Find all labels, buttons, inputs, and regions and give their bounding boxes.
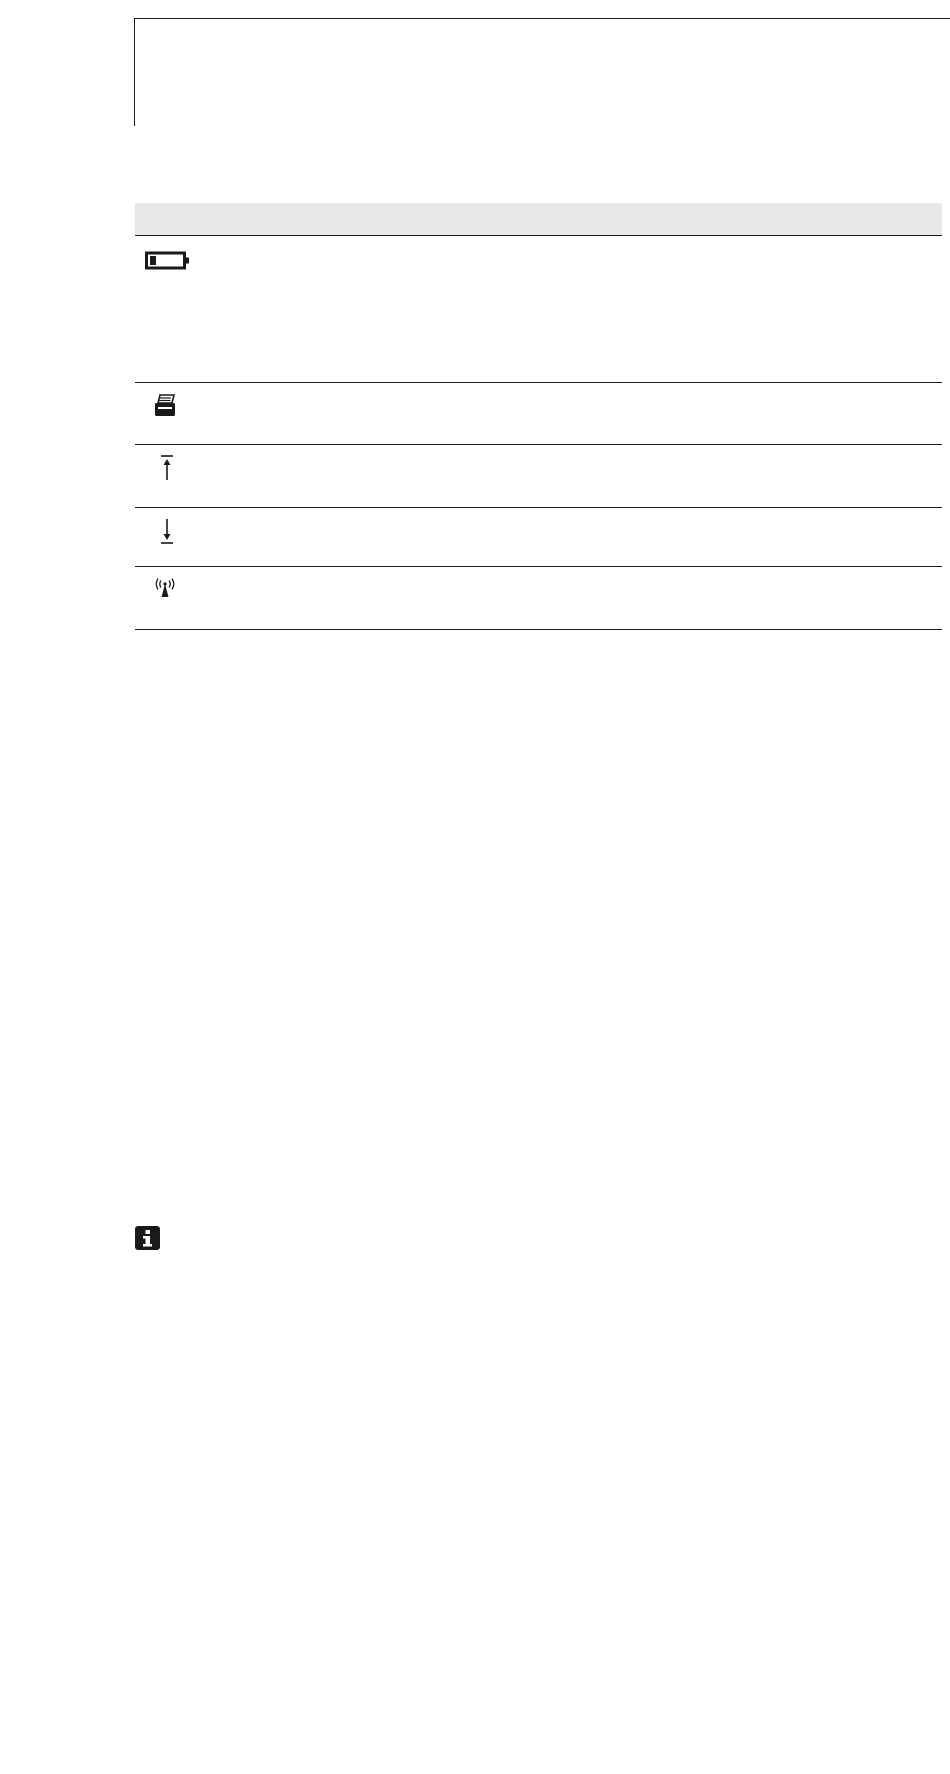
table-row-wireless	[135, 567, 942, 630]
symbol-table	[135, 203, 942, 630]
header-frame	[134, 18, 950, 126]
table-row-upload	[135, 445, 942, 508]
info-icon	[135, 1226, 160, 1250]
table-row-printer	[135, 383, 942, 445]
table-row-download	[135, 508, 942, 567]
table-row-battery	[135, 236, 942, 383]
table-header	[135, 203, 942, 236]
